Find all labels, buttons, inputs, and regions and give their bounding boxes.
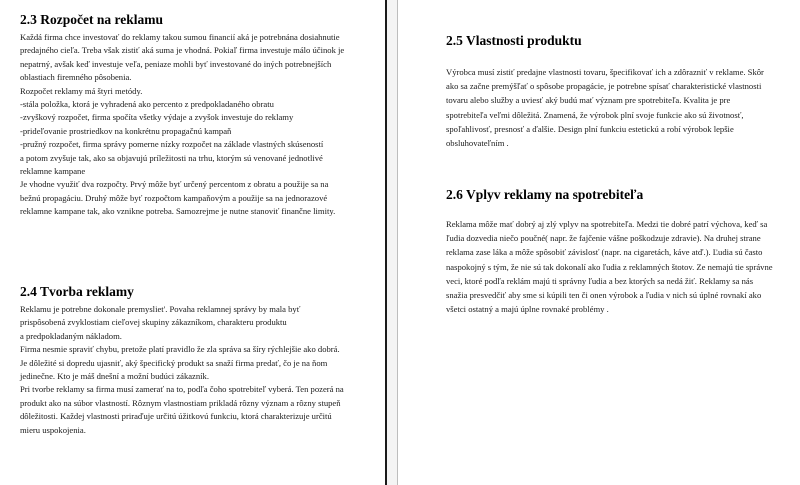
text-line: nepatrný, avšak keď investuje veľa, peniaze mohli byť investované do iných potrebnejších [20,58,332,69]
text-line: produkt ako na súbor vlastností. Rôznym vlastnostiam prikladá rôzny význam a rôzny stupeň [20,397,341,408]
section-body [20,31,344,219]
section-vlastnosti-produktu [446,33,764,150]
text-line: naspokojný s tým, že nie sú tak dokonalí ako ľudia z reklamných štotov. Ze nemajú tie správne [446,261,773,272]
text-line: Rozpočet reklamy má štyri metódy. [20,85,143,96]
text-line: spotrebiteľa veľmi dôležitá. Znamená, že výrobok plní svoje funkcie ako sú životnosť, [446,109,744,120]
text-line: Každá firma chce investovať do reklamy takou sumou financií aká je potrebnána dosiahnutie [20,32,340,42]
text-line: reklamne kampane tak, ako vznikne potreba. Samozrejme je nutne stanoviť finančne limity. [20,206,336,217]
text-line: a predpokladaným nákladom. [20,330,122,341]
text-line: predajného cieľa. Treba však zistiť aká suma je vhodná. Pokiaľ firma investuje málo účinok je [20,45,345,56]
text-line: spoľahlivosť, presnosť a ďalšie. Design plní funkciu estetickú a robí výrobok lepšie [446,123,734,134]
text-line: ako sa začne premýšľať o spôsobe propagácie, je potrebne spísať charakteristické vlastnosti [446,81,762,92]
document-page-left [0,0,385,485]
text-line: bežnú propagáciu. Druhý môže byť rozpočtom kampaňovým a použije sa na jednorazové [20,192,328,203]
text-line: Pri tvorbe reklamy sa firma musí zamerať na to, podľa čoho spotrebiteľ vyberá. Ten pozerá na [20,384,344,395]
text-line: snažia presvedčiť aby sme si kúpili ten či onen výrobok a ľudia v nich sú úplné rovnakí ako [446,290,762,301]
text-line: Reklama môže mať dobrý aj zlý vplyv na spotrebiteľa. Medzi tie dobré patrí výchova, keď sa [446,219,768,229]
section-body [446,65,764,150]
text-line: Výrobca musí zistiť predajne vlastnosti tovaru, špecifikovať ich a zdôrazniť v reklame. Skôr [446,67,764,77]
document-page-right [398,0,800,485]
text-line: -zvyškový rozpočet, firma spočíta všetky výdaje a zvyšok investuje do reklamy [20,112,294,123]
text-line: Firma nesmie spraviť chybu, pretože platí pravidlo že zla správa sa šíry rýchlejšie ako dobrá. [20,344,340,355]
section-heading: 2.4 Tvorba reklamy [20,284,134,299]
text-line: oblastiach firemného pôsobenia. [20,72,132,83]
section-heading: 2.6 Vplyv reklamy na spotrebiteľa [446,187,644,202]
text-line: a potom zvyšuje tak, ako sa objavujú príležitosti na trhu, ktorým sú venované jednotlivé [20,152,323,163]
text-line: -stála položka, ktorá je vyhradená ako percento z predpokladaného obratu [20,99,274,110]
text-line: tovaru alebo služby a uviesť aký budú mať význam pre spotrebiteľa. Kvalita je pre [446,95,731,106]
text-line: dôležitosti. Každej vlastnosti priraďuje určitú úžitkovú funkciu, ktorá charakterizuje určitú [20,411,332,422]
section-heading: 2.5 Vlastnosti produktu [446,33,582,48]
text-line: všetci ostatný a majú úplne rovnaké problémy . [446,304,609,315]
text-line: reklama zase láka a môže spôsobiť závislosť (napr. na cigaretách, káve atď.). Ľudia sú často [446,247,763,258]
text-line: obsluhovateľním . [446,138,509,149]
text-line: veci, ktoré podľa reklám majú ti správny ľudia a bez ktorých sa nedá žiť. Reklamy sa nás [446,275,754,286]
text-line: -prideľovanie prostriedkov na konkrétnu propagačnú kampaň [20,125,232,136]
text-line: ľudia dozvedia niečo poučné( napr. že fajčenie vášne poškodzuje zdravie). Na druhej strane [446,233,761,244]
page-divider [385,0,398,485]
text-line: jedinečne. Kto je máš dnešní a možní budúci zákazník. [20,371,209,382]
text-line: reklamne kampane [20,166,86,177]
section-heading: 2.3 Rozpočet na reklamu [20,12,163,27]
section-rozpocet-na-reklamu [20,12,344,219]
text-line: mieru uspokojenia. [20,424,86,435]
section-body [20,303,344,437]
text-line: Reklamu je potrebne dokonale premysliet'. Povaha reklamnej správy by mala byť [20,304,301,314]
text-line: Je vhodne využiť dva rozpočty. Prvý môže byť určený percentom z obratu a použije sa na [20,179,329,190]
text-line: prispôsobená zvyklostiam cieľovej skupiny zákazníkom, charakteru produktu [20,317,287,328]
section-body [446,217,773,316]
section-tvorba-reklamy [20,284,344,437]
section-vplyv-reklamy [446,187,773,316]
text-line: -pružný rozpočet, firma správy pomerne nízky rozpočet na základe vlastných skúseností [20,139,324,150]
text-line: Je dôležité si dopredu ujasniť, aký špecifický produkt sa snaží firma predať, čo je na ňom [20,357,328,368]
